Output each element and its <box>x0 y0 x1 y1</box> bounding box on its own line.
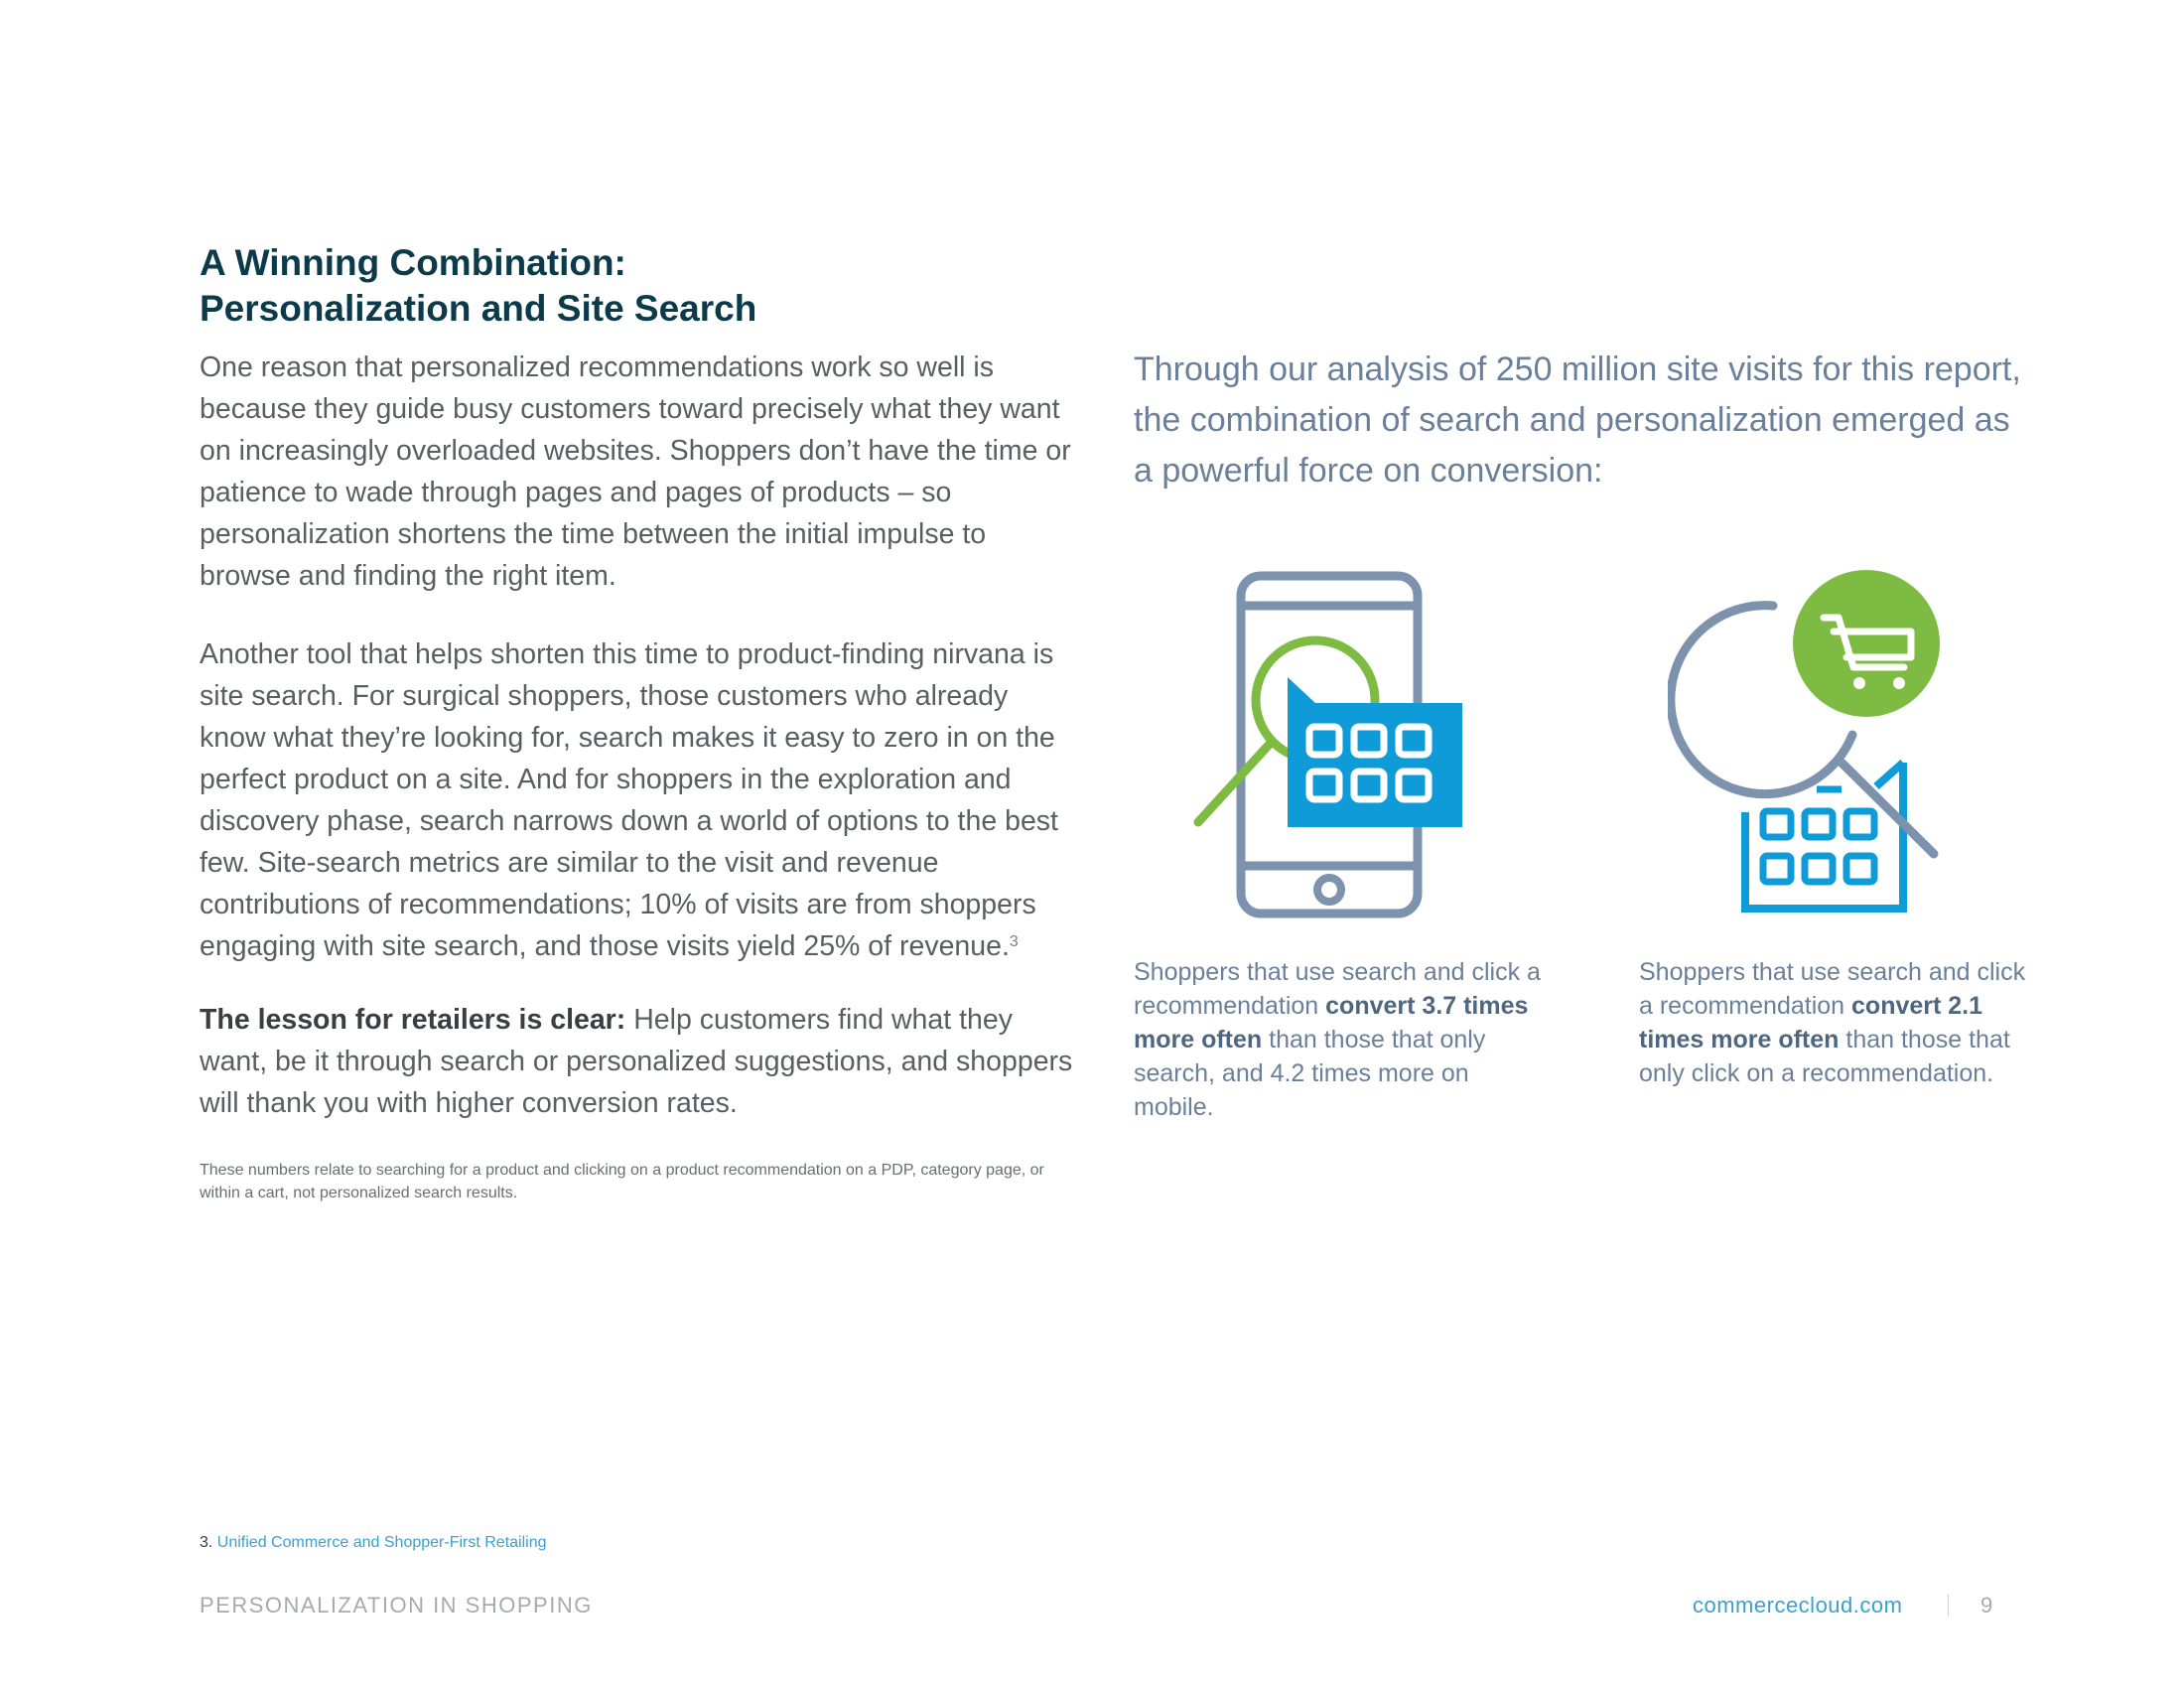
lesson-lead: The lesson for retailers is clear: <box>200 1004 626 1036</box>
search-cart-recommendation-icon <box>1668 566 1966 923</box>
phone-search-recommendation-icon <box>1186 566 1474 923</box>
page-title <box>200 240 1093 332</box>
lesson-rest: Help customers find what they want, be it through search or personalized suggestions, and shoppers will thank you with higher conversion rates. <box>200 1004 1073 1119</box>
paragraph-2-text: Another tool that helps shorten this time to product-finding nirvana is site search. For surgical shoppers, those customers who already know what they’re looking for, search makes it easy to zero in on the perfect product on a site. And for shoppers in the exploration and discovery phase, search narrows down a world of options to the best few. Site-search metrics are similar to the visit and revenue contributions of recommendations; 10% of visits are from shoppers engaging with site search, and those visits yield 25% of revenue. <box>200 638 1058 962</box>
caption-2-pre: Shoppers that use search and click a recommendation <box>1639 958 2026 1020</box>
numbers-note: These numbers relate to searching for a product and clicking on a product recommendation on a PDP, category page, or within a cart, not personalized search results. <box>200 1162 1044 1201</box>
title-line-1: A Winning Combination: <box>200 242 626 283</box>
paragraph-3 <box>200 999 1073 1124</box>
caption-recommendation-only <box>1639 955 2026 1090</box>
footnote-marker: 3 <box>1009 933 1019 950</box>
caption-1-post: than those that only search, and 4.2 times more on mobile. <box>1134 1026 1486 1121</box>
caption-2-stat: convert 2.1 times more often <box>1639 992 1983 1054</box>
caption-2-post: than those that only click on a recommendation. <box>1639 1026 2010 1087</box>
site-link[interactable]: commercecloud.com <box>1693 1593 1903 1618</box>
title-line-2: Personalization and Site Search <box>200 288 757 329</box>
reference-link[interactable]: Unified Commerce and Shopper-First Retailing <box>216 1534 547 1551</box>
reference-note <box>200 1534 547 1552</box>
paragraph-2 <box>200 633 1073 967</box>
paragraph-1: One reason that personalized recommendations work so well is because they guide busy customers toward precisely what they want on increasingly overloaded websites. Shoppers don’t have the time or patience to wade through pages and pages of products – so personalization shortens the time between the initial impulse to browse and finding the right item. <box>200 352 1071 592</box>
footer-divider <box>1948 1595 1949 1617</box>
body-text <box>200 347 1073 1124</box>
page-number: 9 <box>1980 1593 1993 1618</box>
intro-statement: Through our analysis of 250 million site visits for this report, the combination of search and personalization emerged as a powerful force on conversion: <box>1134 351 2021 490</box>
reference-number: 3. <box>200 1534 213 1551</box>
caption-1-pre: Shoppers that use search and click a recommendation <box>1134 958 1541 1020</box>
running-title: PERSONALIZATION IN SHOPPING <box>200 1593 593 1618</box>
caption-search-and-recommendation <box>1134 955 1551 1124</box>
caption-1-stat: convert 3.7 times more often <box>1134 992 1529 1054</box>
